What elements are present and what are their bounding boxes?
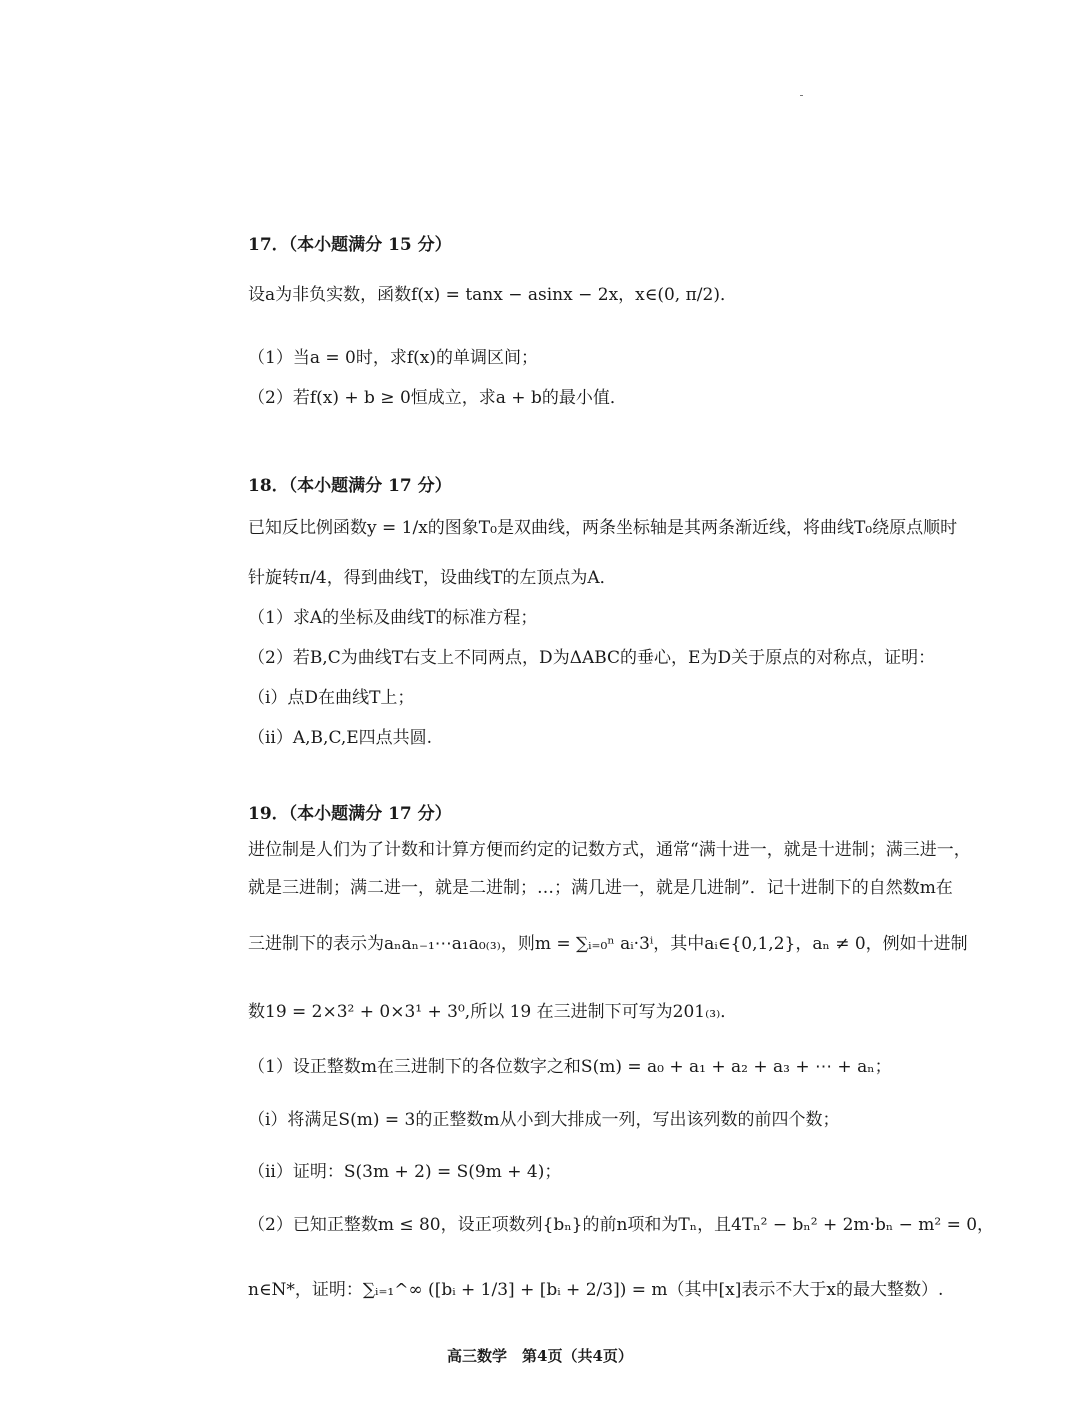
problem-18-part-1: （1）求A的坐标及曲线T的标准方程；: [248, 608, 538, 628]
problem-17-header: 17．（本小题满分 15 分）: [248, 235, 452, 255]
problem-17-part-1: （1）当a = 0时，求f(x)的单调区间；: [248, 348, 538, 368]
problem-19-part-1-i: （i）将满足S(m) = 3的正整数m从小到大排成一列，写出该列数的前四个数；: [248, 1110, 840, 1130]
problem-19-stem-line-1: 进位制是人们为了计数和计算方便而约定的记数方式，通常“满十进一，就是十进制；满三进一，: [248, 840, 971, 860]
problem-18-part-2-i: （i）点D在曲线T上；: [248, 688, 415, 708]
problem-17-stem: 设a为非负实数，函数f(x) = tanx − asinx − 2x，x∈(0, π/2)．: [248, 285, 737, 305]
problem-17-part-2: （2）若f(x) + b ≥ 0恒成立，求a + b的最小值．: [248, 388, 627, 408]
problem-18-stem-line-1: 已知反比例函数y = 1/x的图象T₀是双曲线，两条坐标轴是其两条渐近线，将曲线T₀绕原点顺时: [248, 518, 958, 538]
problem-19-part-1: （1）设正整数m在三进制下的各位数字之和S(m) = a₀ + a₁ + a₂ + a₃ + ⋯ + aₙ；: [248, 1057, 892, 1077]
problem-19-stem-line-4: 数19 = 2×3² + 0×3¹ + 3⁰,所以 19 在三进制下可写为201₍₃₎．: [248, 1002, 738, 1022]
problem-19-part-2-conclusion: n∈N*，证明：∑ᵢ₌₁^∞ ([bᵢ + 1/3] + [bᵢ + 2/3]) = m（其中[x]表示不大于x的最大整数）.: [248, 1280, 944, 1300]
problem-19-stem-line-2: 就是三进制；满二进一，就是二进制；…；满几进一，就是几进制”．记十进制下的自然数m在: [248, 878, 953, 898]
problem-18-stem-line-2: 针旋转π/4，得到曲线T，设曲线T的左顶点为A．: [248, 568, 617, 588]
problem-18-part-2-ii: （ii）A,B,C,E四点共圆.: [248, 728, 433, 748]
problem-19-part-1-ii: （ii）证明：S(3m + 2) = S(9m + 4)；: [248, 1162, 562, 1182]
page-footer: 高三数学 第4页（共4页）: [447, 1347, 633, 1365]
problem-19-stem-line-3: 三进制下的表示为aₙaₙ₋₁⋯a₁a₀₍₃₎，则m = ∑ᵢ₌₀ⁿ aᵢ·3ⁱ，其中aᵢ∈{0,1,2}，aₙ ≠ 0，例如十进制: [248, 934, 968, 954]
problem-18-part-2: （2）若B,C为曲线T右支上不同两点，D为ΔABC的垂心，E为D关于原点的对称点，证明：: [248, 648, 936, 668]
problem-18-header: 18．（本小题满分 17 分）: [248, 476, 452, 496]
scan-speck: [800, 95, 803, 96]
problem-19-part-2: （2）已知正整数m ≤ 80，设正项数列{bₙ}的前n项和为Tₙ，且4Tₙ² − bₙ² + 2m·bₙ − m² = 0，: [248, 1215, 995, 1235]
problem-19-header: 19．（本小题满分 17 分）: [248, 804, 452, 824]
